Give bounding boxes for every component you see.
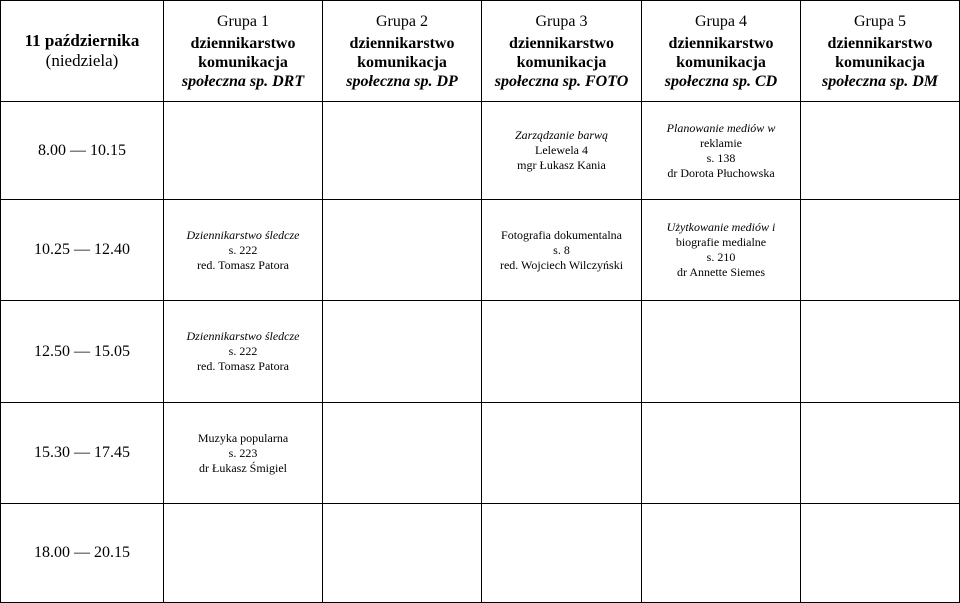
class-cell-dziennikarstwo-sledcze <box>164 301 323 403</box>
empty-cell <box>482 403 642 504</box>
class-room: s. 222 <box>228 344 258 358</box>
empty-cell <box>642 301 801 403</box>
class-teacher: dr Dorota Płuchowska <box>667 165 775 180</box>
class-title-line1: Planowanie mediów w <box>666 120 776 135</box>
group-name: Grupa 5 <box>854 12 906 30</box>
empty-cell <box>801 301 960 403</box>
group-name: Grupa 2 <box>376 12 428 30</box>
class-room: Lelewela 4 <box>535 143 588 157</box>
group-3-header <box>482 1 642 102</box>
group-major-line1: dziennikarstwo <box>668 34 774 52</box>
time-slot-3: 12.50 — 15.05 <box>1 301 164 403</box>
class-teacher: red. Tomasz Patora <box>197 257 289 272</box>
header-row <box>1 1 960 102</box>
class-title-line2: biografie medialne <box>675 235 767 249</box>
group-major-line2: komunikacja <box>676 53 766 71</box>
class-room: s. 223 <box>228 445 258 460</box>
group-specialization: społeczna sp. DM <box>821 72 938 90</box>
group-major-line2: komunikacja <box>835 53 925 71</box>
class-title: Fotografia dokumentalna <box>501 227 622 242</box>
group-major-line1: dziennikarstwo <box>349 34 455 52</box>
group-major-line1: dziennikarstwo <box>190 34 296 52</box>
class-cell-planowanie-mediow <box>642 102 801 200</box>
class-teacher: red. Wojciech Wilczyński <box>499 257 624 272</box>
group-name: Grupa 3 <box>535 12 588 30</box>
empty-cell <box>164 102 323 200</box>
time-row-2 <box>1 200 960 301</box>
date-day: 11 października <box>24 31 140 50</box>
empty-cell <box>801 102 960 200</box>
time-slot-4: 15.30 — 17.45 <box>1 403 164 504</box>
empty-cell <box>323 301 482 403</box>
time-row-5 <box>1 504 960 603</box>
empty-cell <box>642 504 801 603</box>
class-room: s. 8 <box>553 242 570 257</box>
empty-cell <box>801 200 960 301</box>
group-major-line1: dziennikarstwo <box>509 34 614 52</box>
class-cell-zarzadzanie-barwa <box>482 102 642 200</box>
class-teacher: dr Annette Siemes <box>677 265 765 279</box>
group-4-header <box>642 1 801 102</box>
time-row-4 <box>1 403 960 504</box>
empty-cell <box>323 200 482 301</box>
group-specialization: społeczna sp. DRT <box>181 72 305 90</box>
class-cell-muzyka-popularna <box>164 403 323 504</box>
class-title: Dziennikarstwo śledcze <box>186 329 300 343</box>
class-cell-uzytkowanie-mediow <box>642 200 801 301</box>
group-1-header <box>164 1 323 102</box>
empty-cell <box>164 504 323 603</box>
empty-cell <box>482 301 642 403</box>
class-teacher: red. Tomasz Patora <box>197 359 289 373</box>
group-major-line2: komunikacja <box>357 53 447 71</box>
group-2-header <box>323 1 482 102</box>
empty-cell <box>801 504 960 603</box>
empty-cell <box>642 403 801 504</box>
empty-cell <box>482 504 642 603</box>
class-room: s. 138 <box>706 150 736 165</box>
group-name: Grupa 4 <box>695 12 747 30</box>
group-specialization: społeczna sp. DP <box>346 72 458 90</box>
group-name: Grupa 1 <box>217 12 269 30</box>
class-cell-dziennikarstwo-sledcze <box>164 200 323 301</box>
class-title: Zarządzanie barwą <box>514 128 609 142</box>
time-slot-5: 18.00 — 20.15 <box>1 504 164 603</box>
empty-cell <box>323 403 482 504</box>
time-slot-1: 8.00 — 10.15 <box>1 102 164 200</box>
group-major-line1: dziennikarstwo <box>827 34 933 52</box>
group-specialization: społeczna sp. FOTO <box>494 72 629 90</box>
empty-cell <box>801 403 960 504</box>
time-slot-2: 10.25 — 12.40 <box>1 200 164 301</box>
class-room: s. 222 <box>228 242 258 257</box>
class-cell-fotografia-dokumentalna <box>482 200 642 301</box>
class-teacher: mgr Łukasz Kania <box>517 158 606 172</box>
class-title: Muzyka popularna <box>197 430 289 445</box>
date-header <box>1 1 164 102</box>
group-major-line2: komunikacja <box>198 53 288 71</box>
class-title-line1: Użytkowanie mediów i <box>666 220 776 234</box>
group-major-line2: komunikacja <box>516 53 607 71</box>
class-room: s. 210 <box>706 250 736 264</box>
date-weekday: (niedziela) <box>45 51 119 70</box>
class-title: Dziennikarstwo śledcze <box>186 227 300 242</box>
group-5-header <box>801 1 960 102</box>
time-row-3 <box>1 301 960 403</box>
class-teacher: dr Łukasz Śmigiel <box>199 460 287 475</box>
group-specialization: społeczna sp. CD <box>664 72 778 90</box>
class-title-line2: reklamie <box>700 135 742 150</box>
empty-cell <box>323 102 482 200</box>
time-row-1 <box>1 102 960 200</box>
empty-cell <box>323 504 482 603</box>
